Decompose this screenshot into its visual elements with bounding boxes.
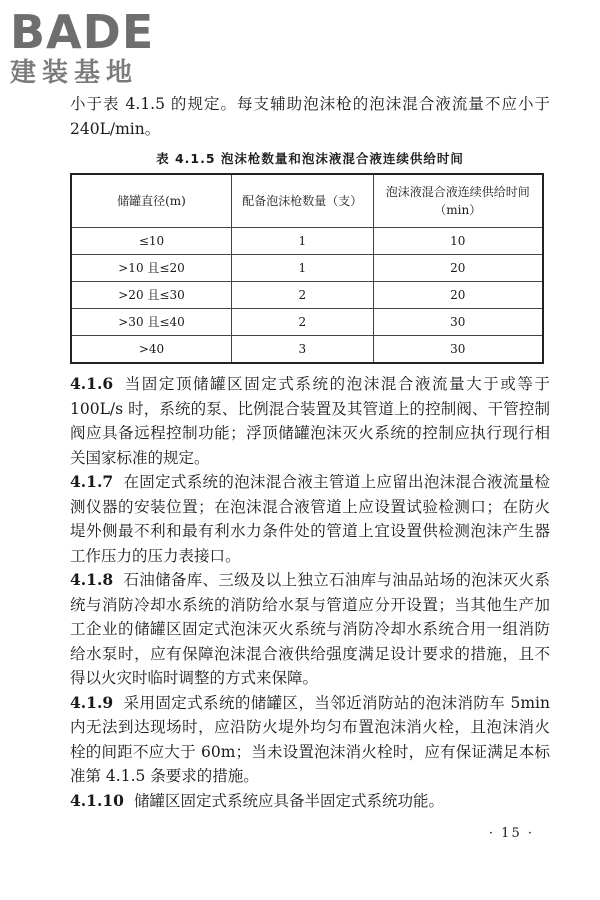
clause-4-1-6	[70, 372, 550, 470]
cell-time: 30	[373, 309, 543, 336]
cell-guns: 1	[231, 228, 373, 255]
page-number: · 15 ·	[488, 826, 534, 841]
header-diameter: 储罐直径(m)	[71, 174, 231, 228]
clause-number: 4.1.6	[70, 374, 114, 393]
cell-time: 20	[373, 255, 543, 282]
clause-number: 4.1.10	[70, 790, 124, 810]
clause-text: 储罐区固定式系统应具备半固定式系统功能。	[133, 791, 444, 810]
cell-diameter: ≤10	[71, 228, 231, 255]
cell-guns: 1	[231, 255, 373, 282]
table-row	[71, 255, 543, 282]
bade-logo	[10, 6, 200, 90]
clause-text: 石油储备库、三级及以上独立石油库与油品站场的泡沫灭火系统与消防冷却水系统的消防给水泵与管道应分开设置；当其他生产加工企业的储罐区固定式泡沫灭火系统与消防冷却水系统合用一组消防给水泵时，应有保障泡沫混合液供给强度满足设计要求的措施，且不得以火灾时临时调整的方式来保障。	[70, 571, 550, 687]
cell-diameter: >40	[71, 336, 231, 364]
cell-guns: 3	[231, 336, 373, 364]
clause-4-1-9	[70, 691, 550, 789]
clause-4-1-7	[70, 470, 550, 568]
table-row	[71, 309, 543, 336]
table-caption: 表 4.1.5 泡沫枪数量和泡沫液混合液连续供给时间	[156, 151, 464, 166]
clause-4-1-10	[70, 789, 550, 814]
cell-time: 30	[373, 336, 543, 364]
logo-subtitle: 建装基地	[10, 58, 139, 88]
clause-text: 当固定顶储罐区固定式系统的泡沫混合液流量大于或等于 100L/s 时，系统的泵、比例混合装置及其管道上的控制阀、干管控制阀应具备远程控制功能；浮顶储罐泡沫灭火系统的控制应执行现行相关国家标准的规定。	[70, 375, 550, 467]
clause-text: 在固定式系统的泡沫混合液主管道上应留出泡沫混合液流量检测仪器的安装位置；在泡沫混合液管道上应设置试验检测口；在防火堤外侧最不利和最有利水力条件处的管道上宜设置供检测泡沫产生器工作压力的压力表接口。	[70, 473, 550, 565]
header-time: 泡沫液混合液连续供给时间（min）	[373, 174, 543, 228]
intro-paragraph: 小于表 4.1.5 的规定。每支辅助泡沫枪的泡沫混合液流量不应小于 240L/min。	[70, 95, 550, 138]
cell-diameter: >30 且≤40	[71, 309, 231, 336]
clause-number: 4.1.8	[70, 570, 114, 589]
table-row	[71, 228, 543, 255]
table-row	[71, 282, 543, 309]
foam-gun-table	[70, 173, 544, 364]
clause-number: 4.1.7	[70, 472, 114, 491]
cell-time: 20	[373, 282, 543, 309]
clause-4-1-8	[70, 568, 550, 691]
cell-guns: 2	[231, 309, 373, 336]
cell-guns: 2	[231, 282, 373, 309]
cell-diameter: >10 且≤20	[71, 255, 231, 282]
header-guns: 配备泡沫枪数量（支）	[231, 174, 373, 228]
cell-time: 10	[373, 228, 543, 255]
clause-text: 采用固定式系统的储罐区，当邻近消防站的泡沫消防车 5min 内无法到达现场时，应沿防火堤外均匀布置泡沫消火栓，且泡沫消火栓的间距不应大于 60m；当未设置泡沫消火栓时，应有保证满足本标准第 4.1.5 条要求的措施。	[70, 693, 550, 785]
cell-diameter: >20 且≤30	[71, 282, 231, 309]
document-body	[70, 92, 550, 813]
table-row	[71, 336, 543, 364]
clause-number: 4.1.9	[70, 692, 114, 712]
table-header-row	[71, 174, 543, 228]
logo-wordmark: BADE	[10, 5, 155, 59]
